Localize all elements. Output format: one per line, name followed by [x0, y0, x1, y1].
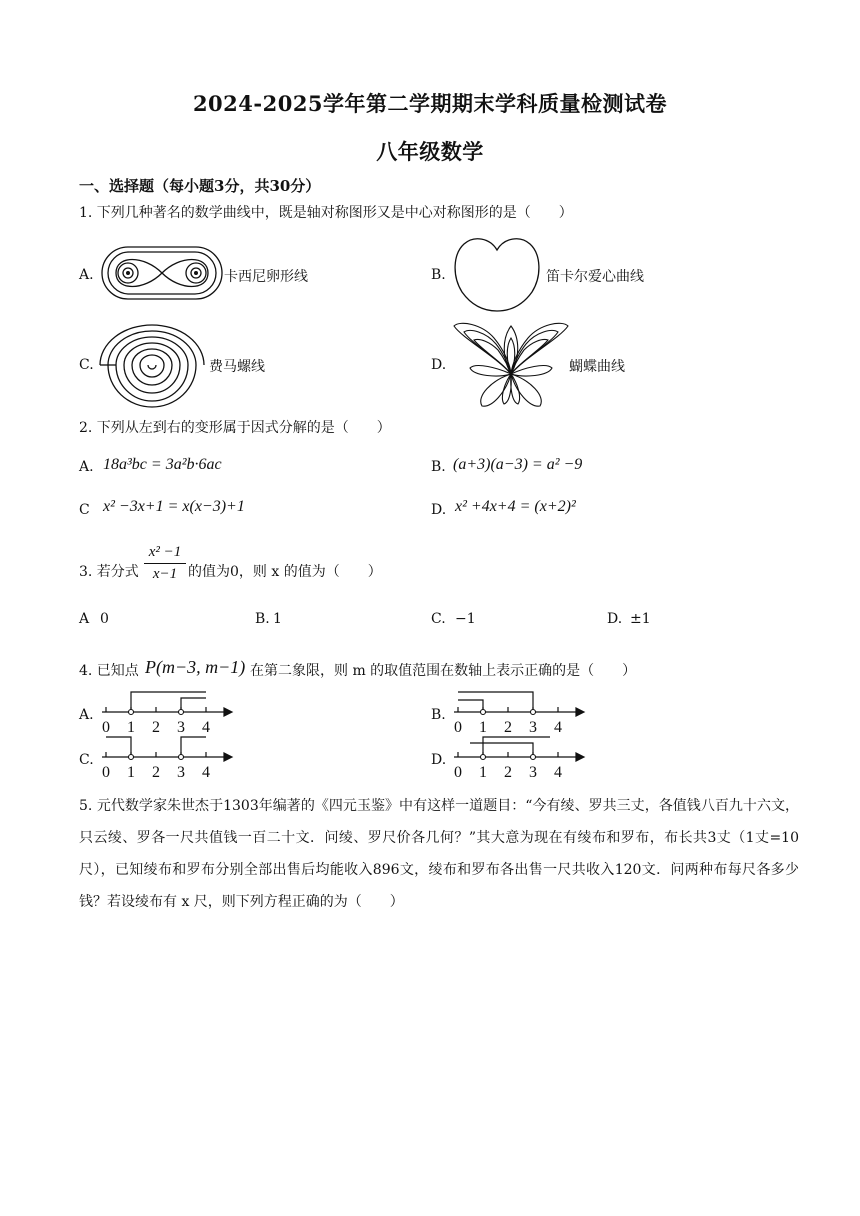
section-heading: 一、选择题（每小题3分，共30分）: [79, 177, 321, 195]
q1-option-b-label: B.: [431, 267, 446, 283]
q3-option-b-value: 1: [273, 611, 282, 627]
q3-numerator: x² −1: [144, 544, 186, 564]
q3-option-b-label: B.: [255, 611, 270, 627]
question-4-suffix: 在第二象限，则 m 的取值范围在数轴上表示正确的是（ ）: [250, 663, 637, 679]
exam-subtitle: 八年级数学: [376, 139, 484, 164]
q2-option-b-label: B.: [431, 459, 446, 475]
question-3-prefix: 3. 若分式: [79, 564, 139, 580]
question-4-prefix: 4. 已知点: [79, 663, 139, 679]
tick-label: 2: [152, 764, 160, 779]
q4-option-a-label: A.: [79, 707, 94, 723]
q2-option-c-expr: x² −3x+1 = x(x−3)+1: [103, 498, 245, 515]
tick-label: 3: [177, 719, 185, 734]
tick-label: 0: [102, 764, 110, 779]
tick-label: 1: [479, 764, 487, 779]
cardioid-icon: [450, 232, 544, 314]
tick-label: 0: [454, 764, 462, 779]
question-2-text: 2. 下列从左到右的变形属于因式分解的是（ ）: [79, 420, 391, 436]
tick-label: 1: [127, 764, 135, 779]
q2-option-d-label: D.: [431, 502, 447, 518]
q3-option-d-value: ±1: [630, 611, 651, 627]
q2-option-c-label: C: [79, 502, 90, 518]
tick-label: 2: [504, 719, 512, 734]
q4-option-d-number-line: [450, 733, 590, 779]
tick-label: 4: [202, 764, 210, 779]
q3-option-c-value: −1: [455, 611, 476, 627]
cassini-oval-icon: [98, 243, 226, 303]
q2-option-d-expr: x² +4x+4 = (x+2)²: [455, 498, 576, 515]
tick-label: 4: [554, 719, 562, 734]
q4-option-c-number-line: [98, 733, 238, 779]
fermat-spiral-icon: [96, 322, 208, 408]
tick-label: 2: [504, 764, 512, 779]
q3-option-a-value: 0: [100, 611, 109, 627]
tick-label: 4: [554, 764, 562, 779]
question-3-suffix: 的值为0，则 x 的值为（ ）: [188, 564, 382, 580]
tick-label: 0: [454, 719, 462, 734]
q1-option-c-caption: 费马螺线: [209, 359, 265, 375]
question-5-text: 5. 元代数学家朱世杰于1303年编著的《四元玉鉴》中有这样一道题目：“今有绫、罗共三丈，各值钱八百九十六文，只云绫、罗各一尺共值钱一百二十文．问绫、罗尺价各几何？”其大意为现在有绫布和罗布，布长共3丈（1丈=10尺），已知绫布和罗布分别全部出售后均能收入896文，绫布和罗布各出售一尺共收入120文．问两种布每尺各多少钱？若设绫布有 x 尺，则下列方程正确的为（ ）: [79, 798, 799, 910]
tick-label: 1: [479, 719, 487, 734]
q2-option-a-expr: 18a³bc = 3a²b·6ac: [103, 456, 222, 473]
q4-option-b-number-line: [450, 688, 590, 734]
q3-denominator: x−1: [152, 566, 178, 582]
exam-title: 2024-2025学年第二学期期末学科质量检测试卷: [192, 91, 668, 116]
q3-option-a-label: A: [79, 611, 90, 627]
tick-label: 3: [529, 764, 537, 779]
q2-option-a-label: A.: [79, 459, 94, 475]
q2-option-b-expr: (a+3)(a−3) = a² −9: [453, 456, 583, 473]
q4-option-d-label: D.: [431, 752, 447, 768]
tick-label: 2: [152, 719, 160, 734]
q1-option-a-caption: 卡西尼卵形线: [224, 269, 308, 285]
q4-option-c-label: C.: [79, 752, 94, 768]
q4-point: P(m−3, m−1): [145, 657, 246, 677]
tick-label: 3: [177, 764, 185, 779]
q1-option-b-caption: 笛卡尔爱心曲线: [546, 269, 644, 285]
butterfly-curve-icon: [452, 318, 570, 410]
q4-option-a-number-line: [98, 688, 238, 734]
q4-option-b-label: B.: [431, 707, 446, 723]
q1-option-d-caption: 蝴蝶曲线: [569, 359, 625, 375]
tick-label: 0: [102, 719, 110, 734]
tick-label: 4: [202, 719, 210, 734]
q3-option-c-label: C.: [431, 611, 446, 627]
question-1-text: 1. 下列几种著名的数学曲线中，既是轴对称图形又是中心对称图形的是（ ）: [79, 205, 573, 221]
q3-option-d-label: D.: [607, 611, 623, 627]
q3-fraction: [144, 544, 186, 583]
q1-option-c-label: C.: [79, 357, 94, 373]
tick-label: 3: [529, 719, 537, 734]
q1-option-d-label: D.: [431, 357, 447, 373]
tick-label: 1: [127, 719, 135, 734]
q1-option-a-label: A.: [79, 267, 94, 283]
